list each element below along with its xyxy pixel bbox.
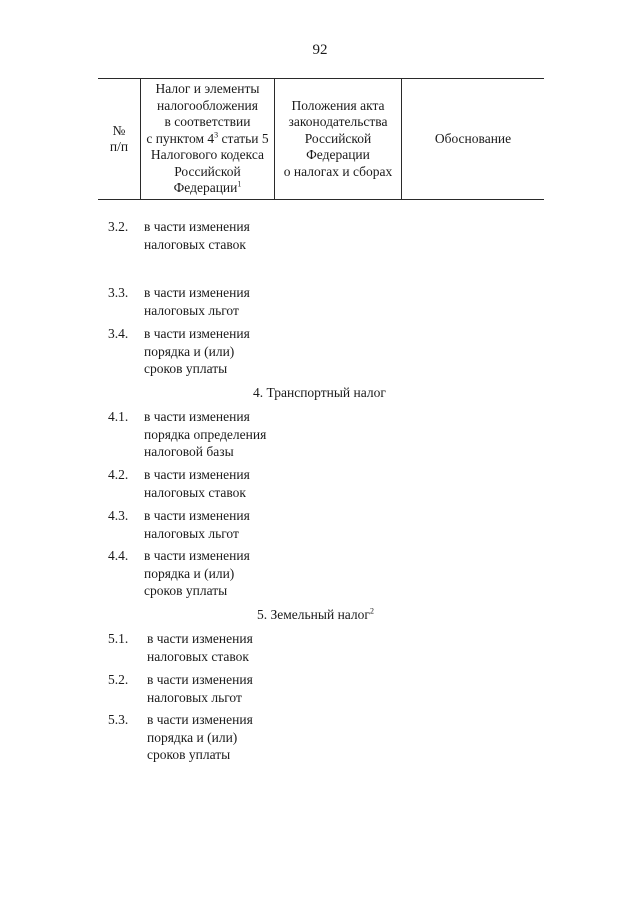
row-text: в части изменения порядка и (или) сроков уплаты bbox=[147, 712, 253, 762]
footnote-marker-2: 2 bbox=[369, 606, 374, 616]
row-text: в части изменения налоговых льгот bbox=[144, 285, 250, 318]
row-number: 3.4. bbox=[108, 326, 129, 341]
header-col-basis bbox=[401, 79, 544, 199]
row-number: 5.3. bbox=[108, 712, 129, 727]
header-col-number bbox=[98, 79, 140, 199]
row-number: 4.4. bbox=[108, 548, 129, 563]
table-header bbox=[98, 78, 544, 200]
header-col-tax-sup: 3 bbox=[214, 130, 219, 140]
header-col-act-label: Положения акта законодательства Российской Федерации о налогах и сборах bbox=[283, 97, 393, 179]
header-col-tax bbox=[140, 79, 274, 199]
row-text: в части изменения порядка и (или) сроков уплаты bbox=[144, 326, 250, 376]
row-number: 3.3. bbox=[108, 285, 129, 300]
row-text: в части изменения порядка определения налоговой базы bbox=[144, 409, 267, 459]
header-col-tax-label bbox=[146, 81, 268, 197]
header-col-basis-label: Обоснование bbox=[434, 130, 512, 146]
header-col-tax-text-rest: статьи 5 Налогового кодекса Российской Федерации bbox=[150, 130, 269, 196]
page-number: 92 bbox=[312, 42, 328, 58]
section-title-text: 5. Земельный налог bbox=[257, 607, 370, 622]
header-col-tax-text: Налог и элементы налогообложения в соответствии с пунктом 4 bbox=[146, 81, 260, 146]
row-number: 4.2. bbox=[108, 467, 129, 482]
header-col-act bbox=[274, 79, 401, 199]
row-number: 3.2. bbox=[108, 219, 129, 234]
row-text: в части изменения порядка и (или) сроков уплаты bbox=[144, 548, 250, 598]
row-number: 5.2. bbox=[108, 672, 129, 687]
section-title: 4. Транспортный налог bbox=[253, 385, 386, 400]
header-col-number-label: № п/п bbox=[109, 122, 129, 154]
row-number: 5.1. bbox=[108, 631, 129, 646]
footnote-marker-1: 1 bbox=[237, 179, 242, 189]
row-text: в части изменения налоговых льгот bbox=[147, 672, 253, 705]
row-text: в части изменения налоговых льгот bbox=[144, 508, 250, 541]
row-number: 4.3. bbox=[108, 508, 129, 523]
row-text: в части изменения налоговых ставок bbox=[144, 467, 250, 500]
row-text: в части изменения налоговых ставок bbox=[147, 631, 253, 664]
section-title bbox=[257, 606, 374, 623]
row-number: 4.1. bbox=[108, 409, 129, 424]
row-text: в части изменения налоговых ставок bbox=[144, 219, 250, 252]
